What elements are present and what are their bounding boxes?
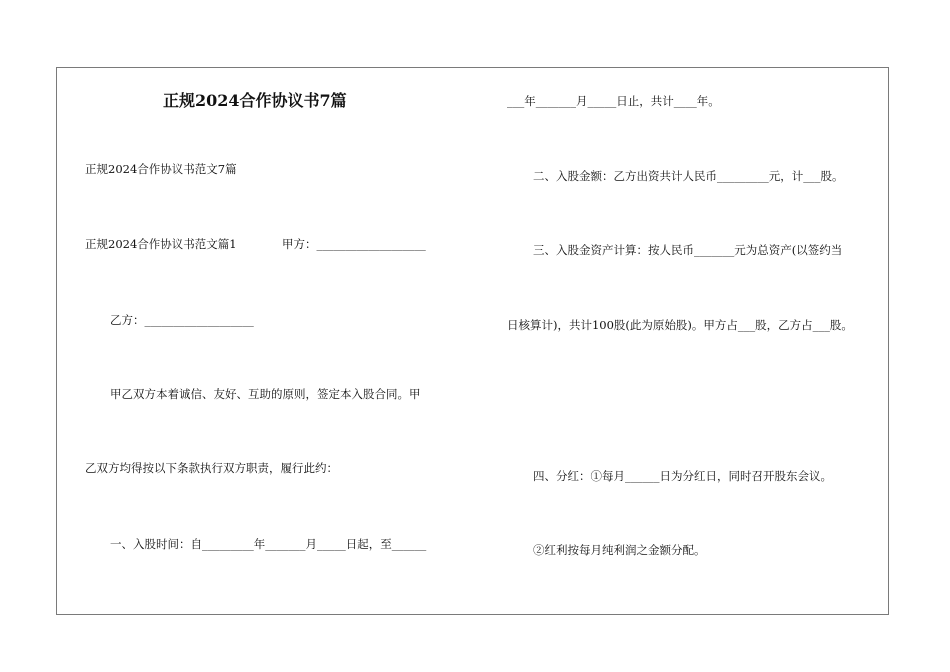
document-subtitle: 正规2024合作协议书范文7篇 (85, 162, 237, 176)
section-heading: 正规2024合作协议书范文篇1 (85, 237, 237, 251)
clause-3-line-1: 三、入股金资产计算：按人民币_______元为总资产(以签约当 (533, 243, 843, 257)
preamble-line-2: 乙双方均得按以下条款执行双方职责，履行此约： (85, 461, 338, 475)
party-b-field: 乙方：___________________ (110, 313, 254, 327)
preamble-line-1: 甲乙双方本着诚信、友好、互助的原则，签定本入股合同。甲 (110, 387, 421, 401)
clause-1-continued: ___年_______月_____日止，共计____年。 (507, 94, 720, 108)
party-a-field: 甲方：___________________ (282, 237, 426, 251)
clause-2-amount: 二、入股金额：乙方出资共计人民币_________元，计___股。 (533, 169, 844, 183)
document-page (56, 67, 889, 615)
clause-4-item-2: ②红利按每月纯利润之金额分配。 (533, 543, 706, 557)
clause-4-dividend: 四、分红：①每月______日为分红日，同时召开股东会议。 (533, 469, 832, 483)
document-title: 正规2024合作协议书7篇 (163, 91, 347, 110)
clause-1-start: 一、入股时间：自_________年_______月_____日起，至______ (110, 537, 427, 551)
clause-3-line-2: 日核算计)，共计100股(此为原始股)。甲方占___股，乙方占___股。 (507, 318, 853, 332)
